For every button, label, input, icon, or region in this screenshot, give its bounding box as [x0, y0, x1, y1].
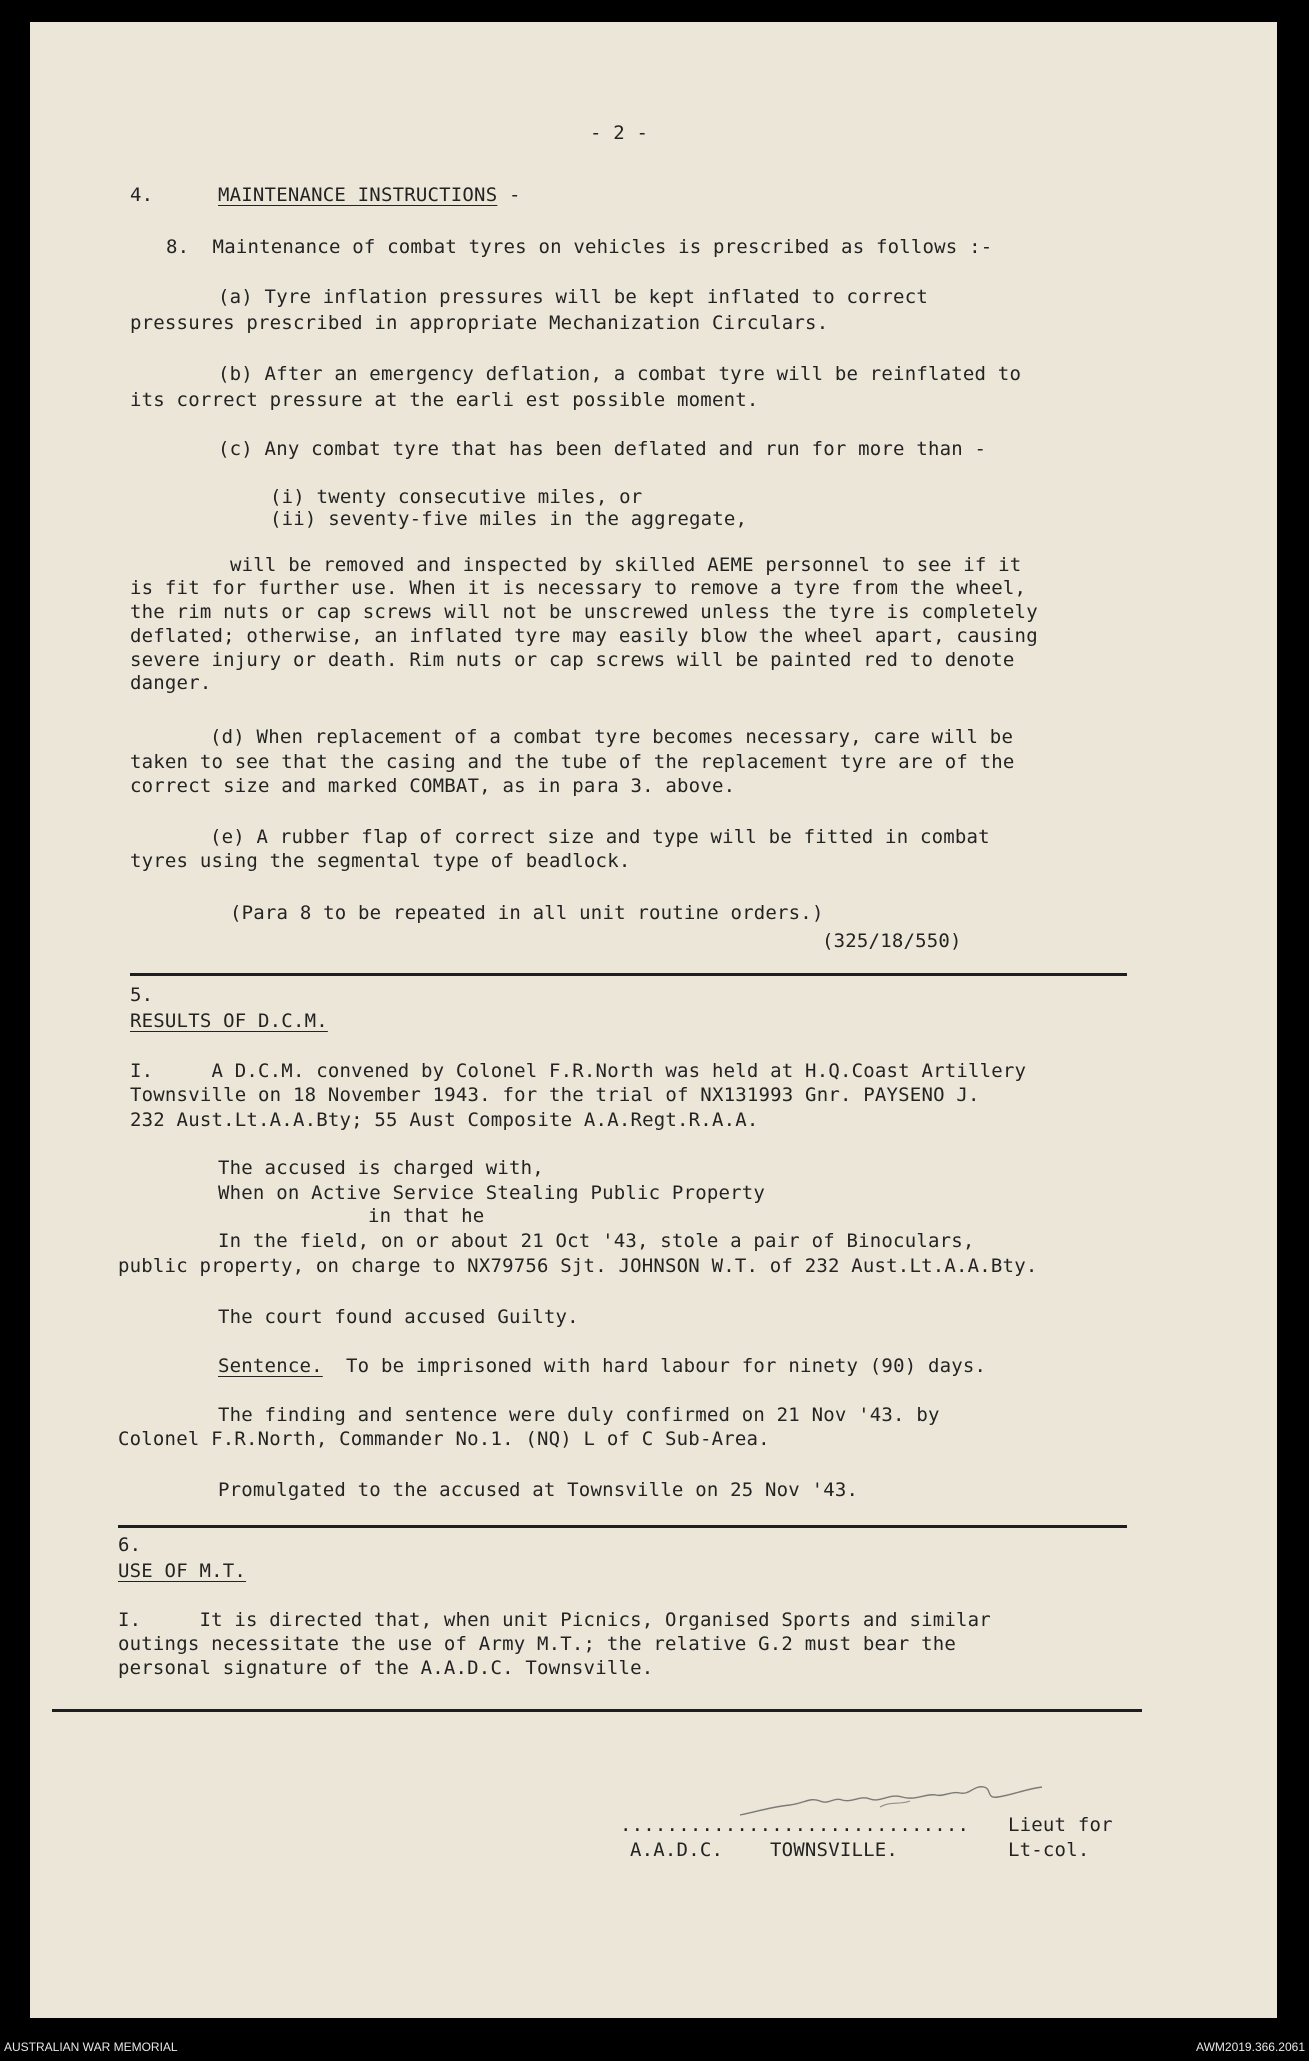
section-divider — [130, 973, 1127, 976]
para-b-line-2: its correct pressure at the earli est possible moment. — [130, 389, 759, 411]
sentence-label: Sentence. — [218, 1355, 323, 1377]
court-finding: The court found accused Guilty. — [218, 1306, 579, 1328]
para-a-line-2: pressures prescribed in appropriate Mechanization Circulars. — [130, 312, 829, 334]
charge-detail-1: In the field, on or about 21 Oct '43, stole a pair of Binoculars, — [218, 1230, 975, 1252]
para-e-line-2: tyres using the segmental type of beadlock. — [130, 850, 631, 872]
section-divider — [118, 1525, 1127, 1528]
promulgated-line: Promulgated to the accused at Townsville on 25 Nov '43. — [218, 1479, 859, 1501]
charge-line-1: The accused is charged with, — [218, 1157, 544, 1179]
mt-para-line-1: I. It is directed that, when unit Picnics, Organised Sports and similar — [118, 1609, 991, 1631]
repeat-note: (Para 8 to be repeated in all unit routine orders.) — [230, 902, 824, 924]
signature-title-left: A.A.D.C. — [630, 1839, 724, 1861]
para-c-rest-1: will be removed and inspected by skilled AEME personnel to see if it — [230, 554, 1022, 576]
closing-divider — [52, 1709, 1142, 1712]
para-c-rest-4: deflated; otherwise, an inflated tyre may easily blow the wheel apart, causing — [130, 625, 1038, 647]
mt-para-line-2: outings necessitate the use of Army M.T.; the relative G.2 must bear the — [118, 1633, 957, 1655]
para-e-line-1: (e) A rubber flap of correct size and type will be fitted in combat — [210, 826, 990, 848]
section-4-number: 4. — [130, 184, 154, 206]
para-c-i: (i) twenty consecutive miles, or — [270, 486, 643, 508]
charge-detail-2: public property, on charge to NX79756 Sjt. JOHNSON W.T. of 232 Aust.Lt.A.A.Bty. — [118, 1255, 1038, 1277]
section-6-number: 6. — [118, 1534, 142, 1556]
page-number: - 2 - — [590, 122, 649, 144]
section-4-heading — [218, 182, 521, 208]
para-c-rest-2: is fit for further use. When it is necessary to remove a tyre from the wheel, — [130, 577, 1027, 599]
para-d-line-1: (d) When replacement of a combat tyre becomes necessary, care will be — [210, 726, 1014, 748]
charge-in-that: in that he — [368, 1205, 485, 1227]
signature-title-place: TOWNSVILLE. — [770, 1839, 899, 1861]
para-c-rest-6: danger. — [130, 672, 212, 694]
section-6-heading: USE OF M.T. — [118, 1560, 247, 1582]
para-c-rest-5: severe injury or death. Rim nuts or cap screws will be painted red to denote — [130, 649, 1015, 671]
dcm-para-line-1: I. A D.C.M. convened by Colonel F.R.North was held at H.Q.Coast Artillery — [130, 1060, 1027, 1082]
signature-dotted-line: .............................. — [620, 1814, 970, 1836]
document-page — [30, 22, 1277, 2018]
sentence-line — [218, 1353, 986, 1379]
section-4-heading-tail: - — [497, 184, 521, 206]
para-8-intro: 8. Maintenance of combat tyres on vehicles is prescribed as follows :- — [166, 236, 993, 258]
section-5-heading: RESULTS OF D.C.M. — [130, 1010, 328, 1032]
para-d-line-2: taken to see that the casing and the tube of the replacement tyre are of the — [130, 751, 1015, 773]
confirm-line-1: The finding and sentence were duly confirmed on 21 Nov '43. by — [218, 1404, 940, 1426]
para-c-intro: (c) Any combat tyre that has been deflated and run for more than - — [218, 438, 987, 460]
section-4-heading-text: MAINTENANCE INSTRUCTIONS — [218, 184, 498, 206]
sentence-text: To be imprisoned with hard labour for ninety (90) days. — [322, 1355, 987, 1377]
charge-line-2: When on Active Service Stealing Public Property — [218, 1182, 766, 1204]
mt-para-line-3: personal signature of the A.A.D.C. Townsville. — [118, 1657, 654, 1679]
signature-rank-line-1: Lieut for — [1008, 1814, 1113, 1836]
footer-archive-id: AWM2019.366.2061 — [1196, 2040, 1305, 2054]
para-c-ii: (ii) seventy-five miles in the aggregate, — [270, 508, 748, 530]
confirm-line-2: Colonel F.R.North, Commander No.1. (NQ) L of C Sub-Area. — [118, 1428, 770, 1450]
dcm-para-line-3: 232 Aust.Lt.A.A.Bty; 55 Aust Composite A.A.Regt.R.A.A. — [130, 1109, 759, 1131]
file-reference: (325/18/550) — [822, 930, 962, 952]
signature-rank-line-2: Lt-col. — [1008, 1839, 1090, 1861]
para-b-line-1: (b) After an emergency deflation, a combat tyre will be reinflated to — [218, 363, 1022, 385]
footer-archive-name: AUSTRALIAN WAR MEMORIAL — [4, 2040, 178, 2054]
para-a-line-1: (a) Tyre inflation pressures will be kept inflated to correct — [218, 286, 928, 308]
para-c-rest-3: the rim nuts or cap screws will not be unscrewed unless the tyre is completely — [130, 601, 1038, 623]
dcm-para-line-2: Townsville on 18 November 1943. for the trial of NX131993 Gnr. PAYSENO J. — [130, 1084, 980, 1106]
section-5-number: 5. — [130, 984, 154, 1006]
para-d-line-3: correct size and marked COMBAT, as in para 3. above. — [130, 775, 736, 797]
